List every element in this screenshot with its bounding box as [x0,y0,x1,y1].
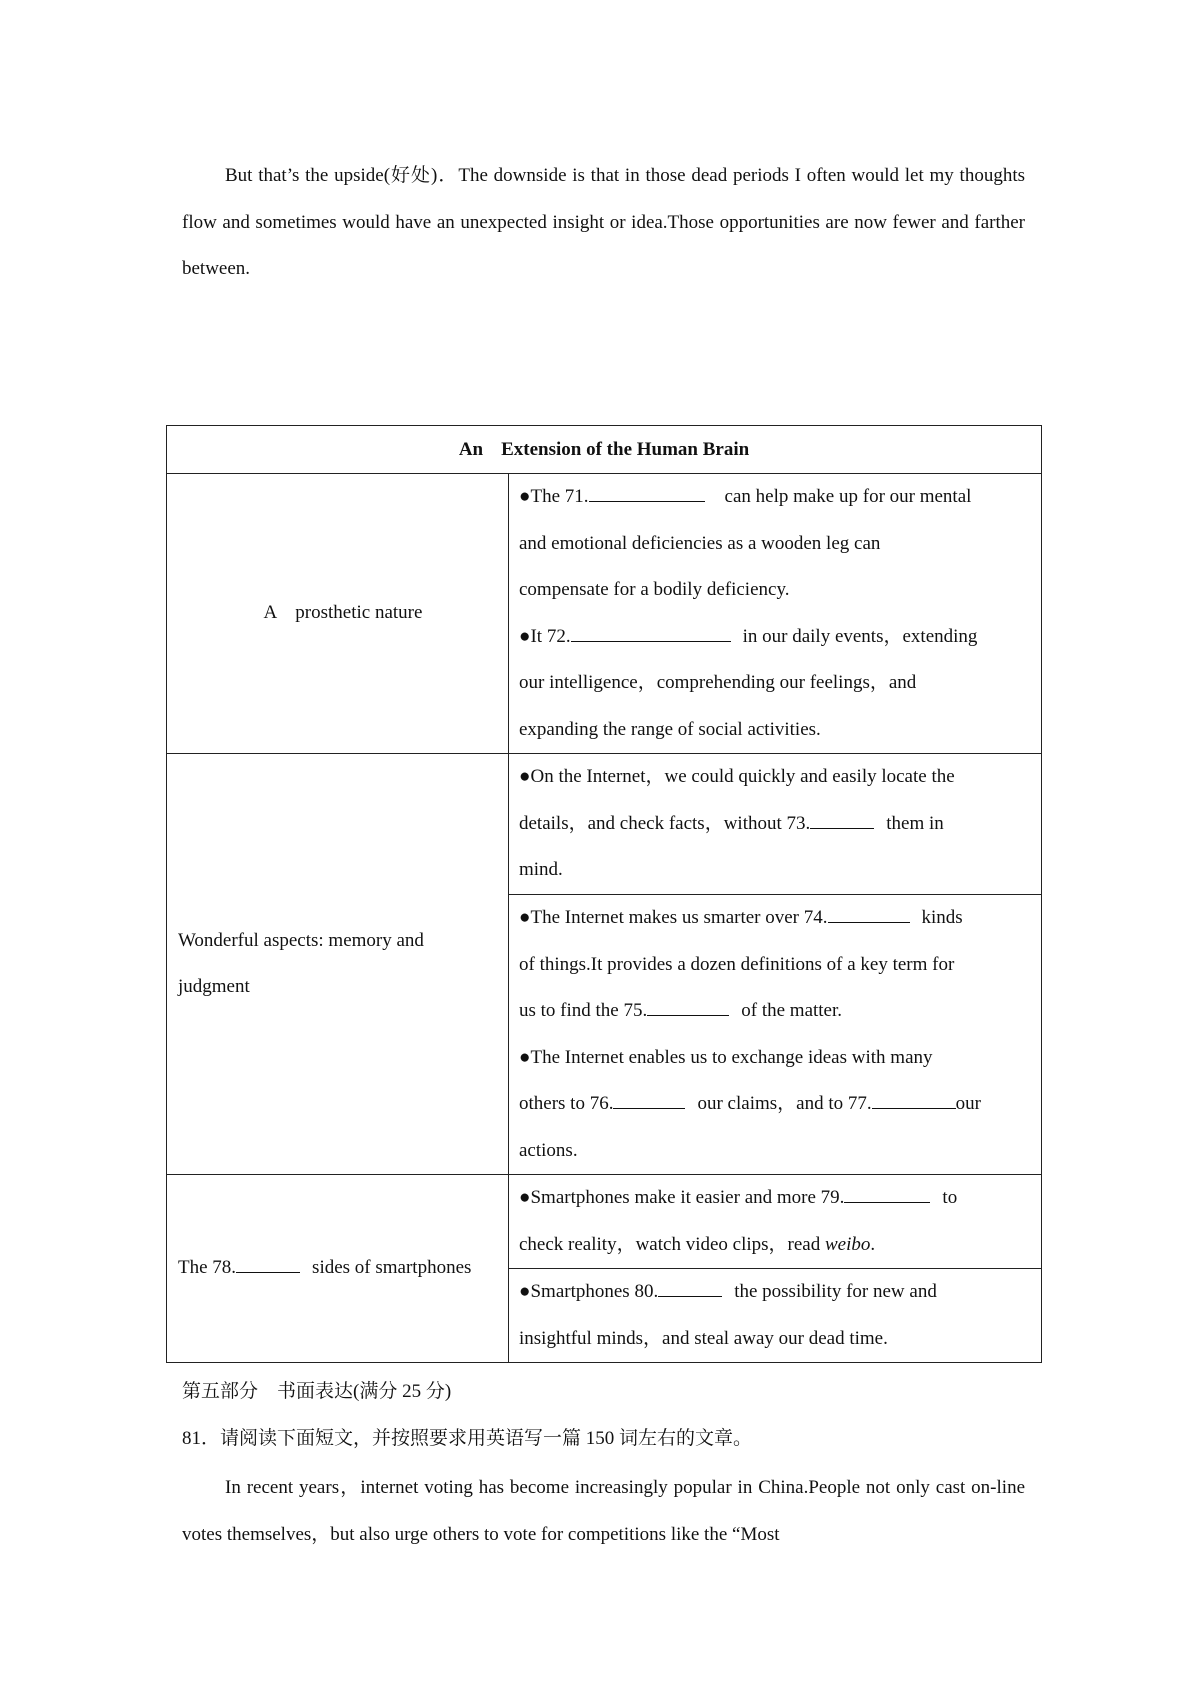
row-content-memory: ●On the Internet，we could quickly and easily locate the details，and check facts，without 73. them in mind. [509,754,1042,895]
table-title: An Extension of the Human Brain [167,426,1042,474]
row-label-prosthetic: A prosthetic nature [167,474,509,754]
blank-76[interactable] [613,1090,685,1109]
table-title-row [167,426,1042,474]
blank-77[interactable] [872,1090,956,1109]
blank-79[interactable] [844,1184,930,1203]
blank-75[interactable] [647,997,729,1016]
row-content-prosthetic: ●The 71. can help make up for our mental and emotional deficiencies as a wooden leg can compensate for a bodily deficiency. ●It 72. in our daily events，extending our intelligence，comprehending our feelings，and expanding the range of social activities. [509,474,1042,754]
blank-80[interactable] [658,1278,722,1297]
question-instruction: 81．请阅读下面短文，并按照要求用英语写一篇 150 词左右的文章。 [182,1428,753,1449]
section-heading: 第五部分 书面表达(满分 25 分) [182,1381,452,1402]
writing-prompt-paragraph: In recent years，internet voting has become increasingly popular in China.People not only cast on-line votes themselves，but also urge others to vote for competitions like the “Most [182,1477,1025,1545]
row-content-smartphones-upside: ●Smartphones make it easier and more 79. to check reality，watch video clips，read weibo. [509,1175,1042,1269]
row-label-smartphones: The 78. sides of smartphones [167,1175,509,1363]
outline-table [166,425,1042,1363]
blank-78[interactable] [236,1254,300,1273]
table-row [167,474,1042,754]
row-content-smartphones-downside: ●Smartphones 80. the possibility for new and insightful minds，and steal away our dead time. [509,1269,1042,1363]
blank-71[interactable] [589,483,705,502]
blank-73[interactable] [810,810,874,829]
passage-paragraph: But that’s the upside(好处)．The downside is that in those dead periods I often would let my thoughts flow and sometimes would have an unexpected insight or idea.Those opportunities are now fewer and farther between. [182,165,1025,279]
blank-74[interactable] [828,904,910,923]
row-label-wonderful: Wonderful aspects: memory and judgment [167,754,509,1175]
blank-72[interactable] [571,623,731,642]
table-row [167,1175,1042,1269]
table-row [167,754,1042,895]
row-content-judgment: ●The Internet makes us smarter over 74. kinds of things.It provides a dozen definitions of a key term for us to find the 75. of the matter. ●The Internet enables us to exchange ideas with many others to 76. our claims，and to 77. our actions. [509,895,1042,1175]
